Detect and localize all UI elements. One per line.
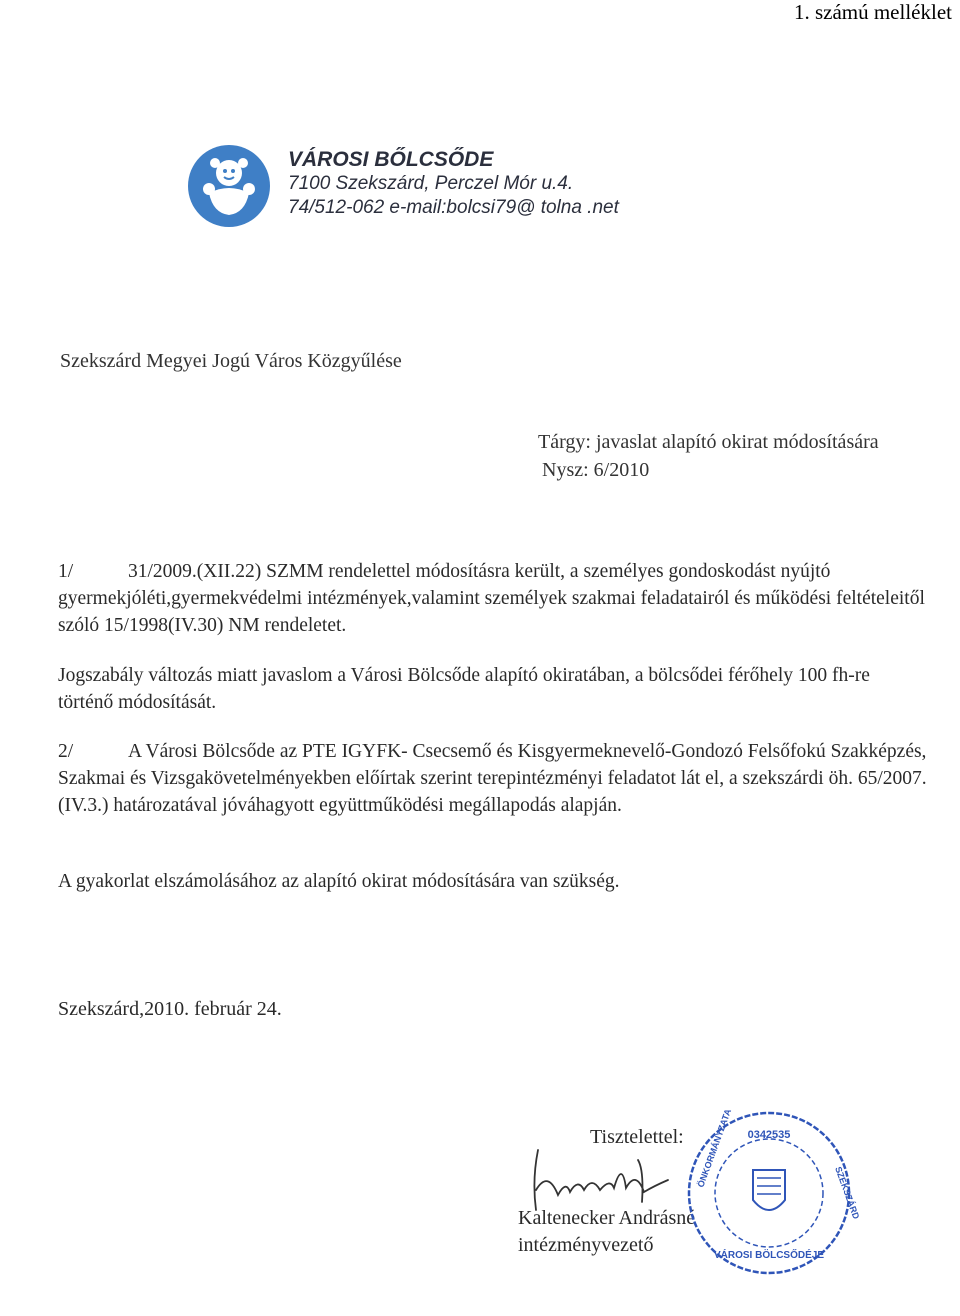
signer-block (518, 1205, 695, 1259)
section-number-1: 1/ (58, 561, 74, 582)
organization-address: 7100 Szekszárd, Perczel Mór u.4. (288, 173, 574, 194)
paragraph-3 (58, 738, 928, 819)
signer-title: intézményvezető (518, 1234, 654, 1256)
organization-contact: 74/512-062 e-mail:bolcsi79@ tolna .net (288, 197, 619, 218)
paragraph-1-text: 31/2009.(XII.22) SZMM rendelettel módosításra került, a személyes gondoskodást nyújtó gyermekjóléti,gyermekvédelmi intézmények,valamint személyek szakmai feladatairól és működési feltételeitől szóló 15/1998(IV.30) NM rendeletet. (58, 561, 925, 636)
paragraph-3-text: A Városi Bölcsőde az PTE IGYFK- Csecsemő és Kisgyermeknevelő-Gondozó Felsőfokú Szakképzés, Szakmai és Vizsgakövetelményekben előírtak szerint terepintézményi feladatot lát el, a szekszárdi öh. 65/2007.(IV.3.) határozatával jóváhagyott együttműködési megállapodás alapján. (58, 741, 927, 816)
svg-text:SZEKSZÁRD: SZEKSZÁRD (833, 1165, 862, 1221)
paragraph-2: Jogszabály változás miatt javaslom a Városi Bölcsőde alapító okiratában, a bölcsődei férőhely 100 fh-re történő módosítását. (58, 665, 870, 713)
annex-label: 1. számú melléklet (793, 0, 952, 24)
svg-text:ÖNKORMÁNYZATA: ÖNKORMÁNYZATA (695, 1107, 734, 1189)
svg-text:VÁROSI BÖLCSŐDÉJE: VÁROSI BÖLCSŐDÉJE (713, 1250, 825, 1261)
svg-text:0342535: 0342535 (747, 1129, 791, 1141)
place-date: Szekszárd,2010. február 24. (58, 998, 282, 1020)
official-stamp-icon (683, 1107, 862, 1278)
reference-number: Nysz: 6/2010 (542, 459, 650, 481)
baby-in-circle-logo-icon (187, 143, 271, 229)
signer-name: Kaltenecker Andrásné (518, 1207, 696, 1229)
section-number-2: 2/ (58, 741, 74, 762)
recipient: Szekszárd Megyei Jogú Város Közgyűlése (60, 350, 402, 372)
subject-line: Tárgy: javaslat alapító okirat módosítására (538, 431, 879, 453)
paragraph-1 (58, 558, 928, 639)
letterhead (288, 148, 619, 220)
organization-name: VÁROSI BŐLCSŐDE (288, 148, 494, 171)
closing: Tisztelettel: (590, 1126, 684, 1148)
paragraph-4: A gyakorlat elszámolásához az alapító okirat módosítására van szükség. (58, 871, 620, 892)
subject-block (538, 428, 879, 484)
